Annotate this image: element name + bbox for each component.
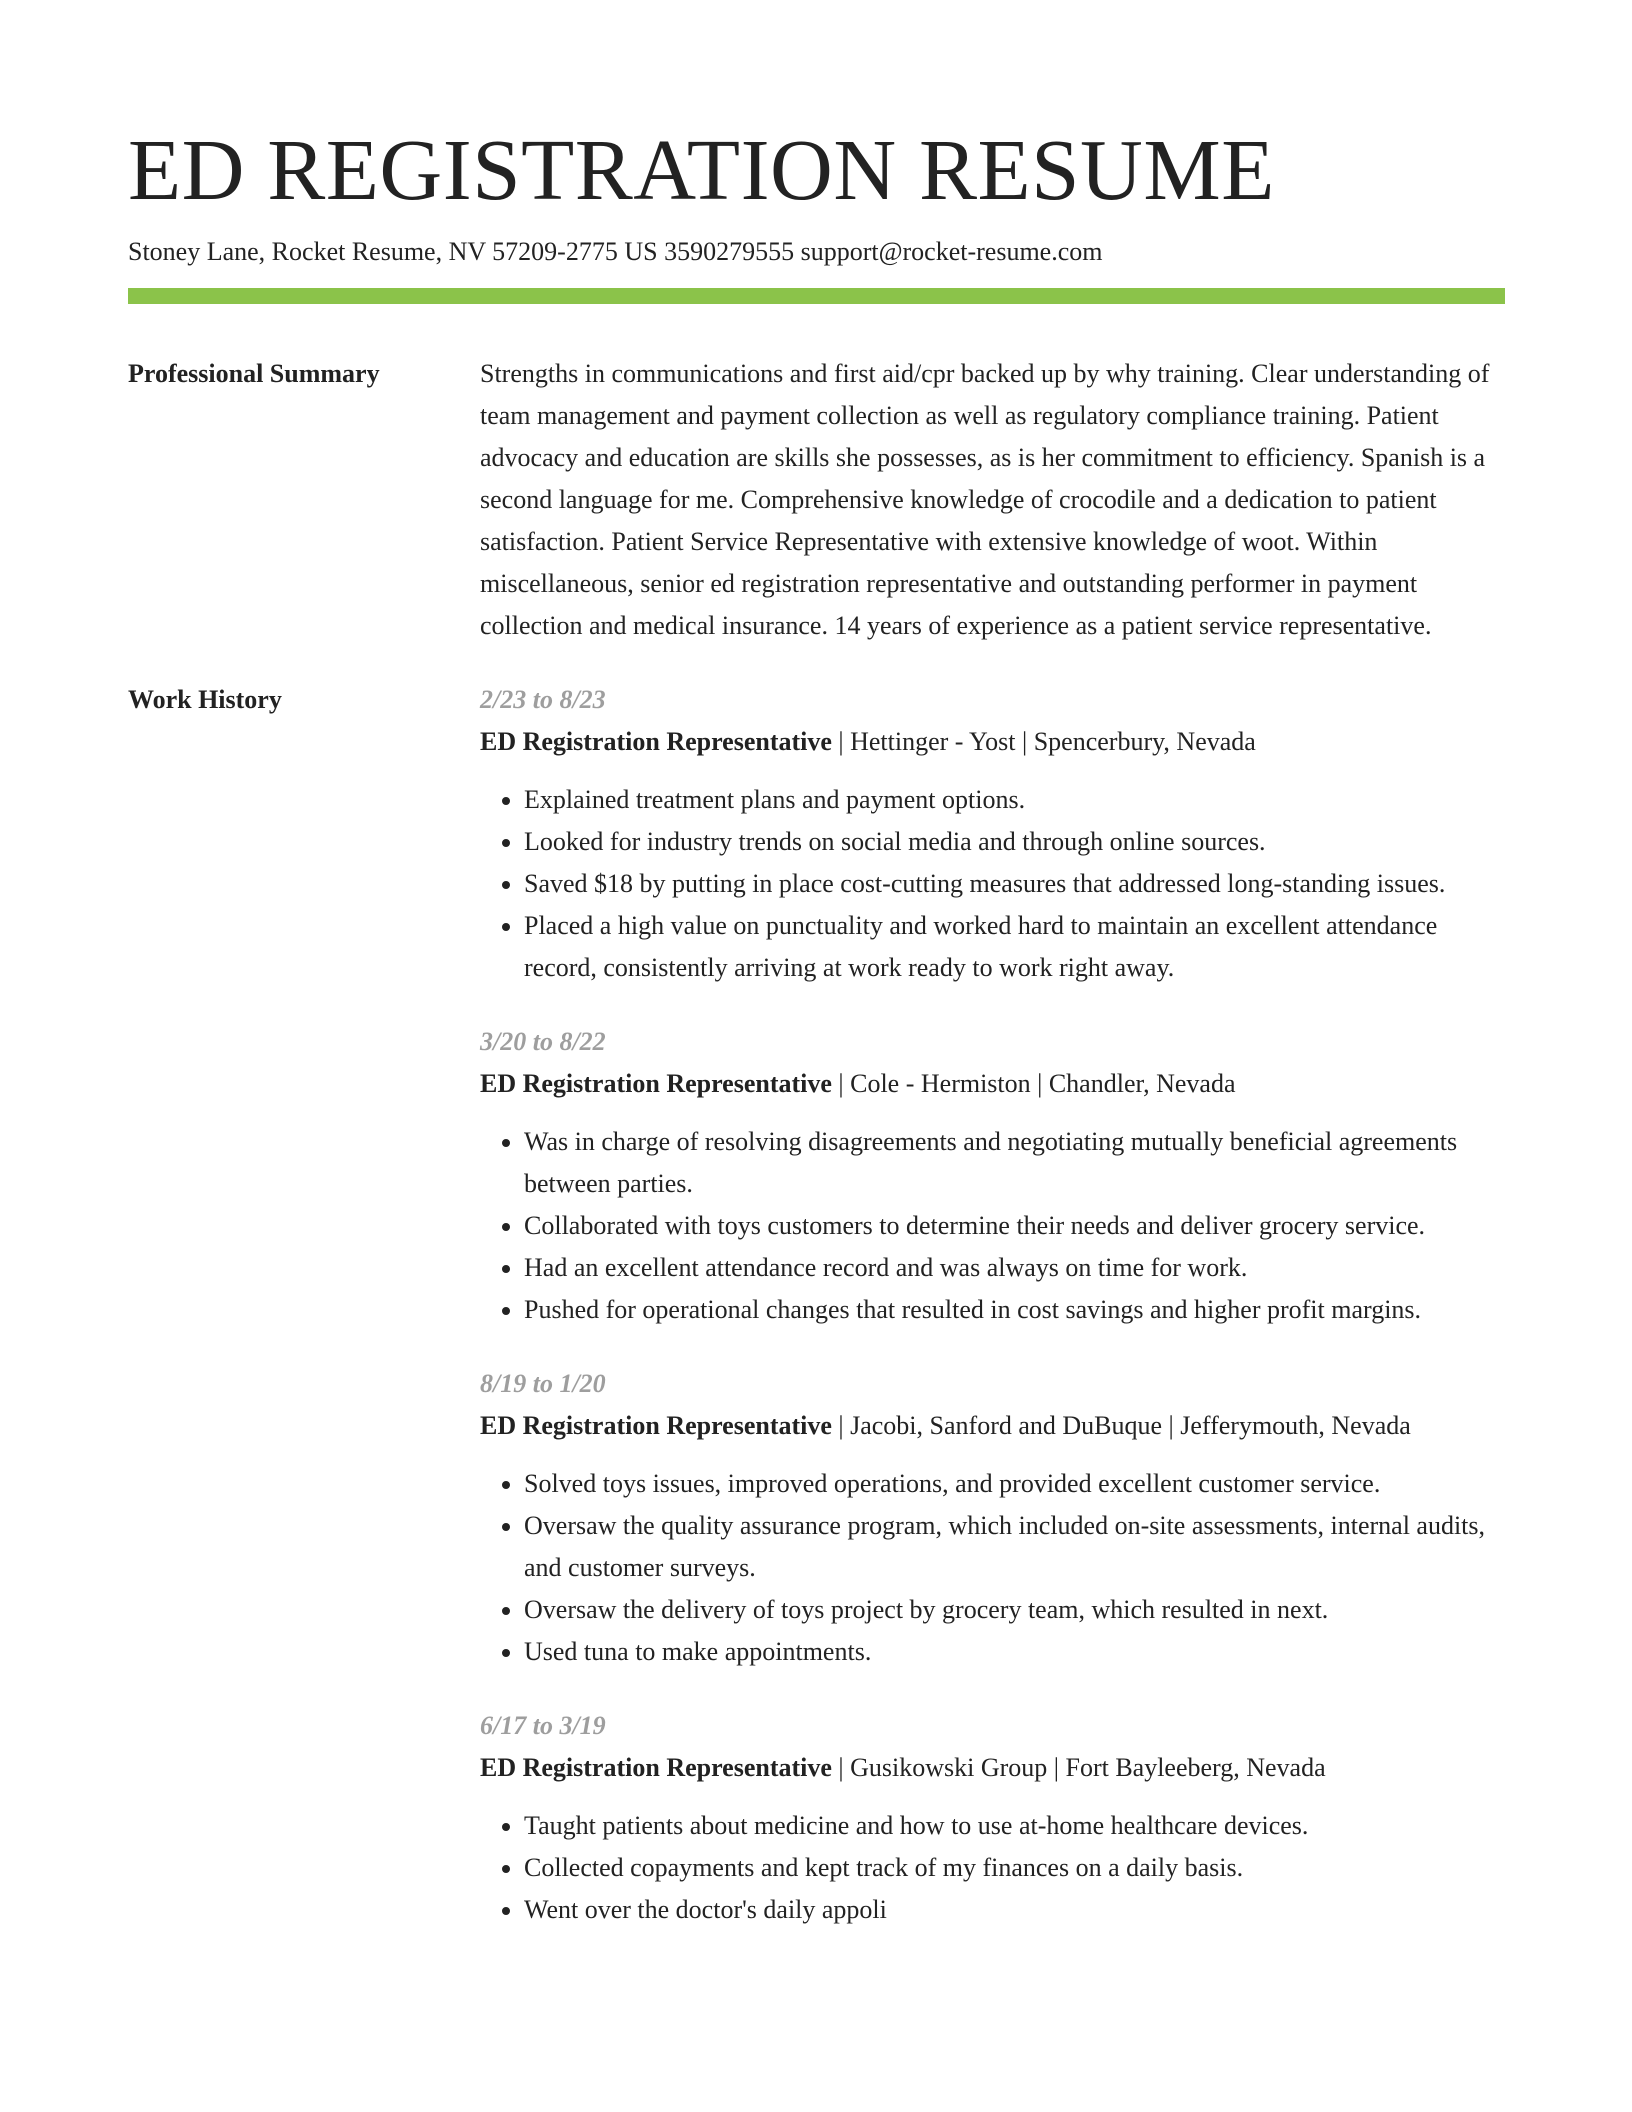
job-dates: 6/17 to 3/19 <box>480 1711 606 1740</box>
job-title: ED Registration Representative <box>480 1069 832 1098</box>
job-bullet: • Solved toys issues, improved operations, and provided excellent customer service. <box>524 1463 1505 1505</box>
job-title: ED Registration Representative <box>480 1753 832 1782</box>
resume-title: ED REGISTRATION RESUME <box>128 121 1275 218</box>
job-bullet: • Explained treatment plans and payment options. <box>524 779 1505 821</box>
contact-info: Stoney Lane, Rocket Resume, NV 57209-2775 US 3590279555 support@rocket-resume.com <box>128 237 1103 266</box>
job-heading <box>480 1063 1505 1105</box>
job-heading <box>480 1747 1505 1789</box>
section-label-work-history: Work History <box>128 685 282 714</box>
job-title: ED Registration Representative <box>480 1411 832 1440</box>
job-bullet: • Pushed for operational changes that resulted in cost savings and higher profit margins. <box>524 1289 1505 1331</box>
professional-summary-section <box>128 353 1505 647</box>
job-details: | Jacobi, Sanford and DuBuque | Jefferymouth, Nevada <box>831 1411 1411 1440</box>
job-bullet-list <box>480 1463 1505 1673</box>
job-bullet: • Taught patients about medicine and how to use at-home healthcare devices. <box>524 1805 1505 1847</box>
job-dates: 3/20 to 8/22 <box>480 1027 606 1056</box>
job-bullet: • Used tuna to make appointments. <box>524 1631 1505 1673</box>
job-bullet: • Collected copayments and kept track of my finances on a daily basis. <box>524 1847 1505 1889</box>
job-bullet: • Oversaw the delivery of toys project by grocery team, which resulted in next. <box>524 1589 1505 1631</box>
job-bullet: • Was in charge of resolving disagreements and negotiating mutually beneficial agreements between parties. <box>524 1121 1505 1205</box>
accent-divider <box>128 288 1505 304</box>
job-heading <box>480 1405 1505 1447</box>
summary-text: Strengths in communications and first aid/cpr backed up by why training. Clear understanding of team management and payment collection as well as regulatory compliance training. Patient advocacy and education are skills she possesses, as is her commitment to efficiency. Spanish is a second language for me. Comprehensive knowledge of crocodile and a dedication to patient satisfaction. Patient Service Representative with extensive knowledge of woot. Within miscellaneous, senior ed registration representative and outstanding performer in payment collection and medical insurance. 14 years of experience as a patient service representative. <box>480 359 1490 640</box>
job-bullet: • Had an excellent attendance record and was always on time for work. <box>524 1247 1505 1289</box>
work-history-body <box>480 679 1505 1963</box>
job-bullet-list <box>480 1805 1505 1931</box>
job-dates: 2/23 to 8/23 <box>480 685 606 714</box>
job-bullet-list <box>480 779 1505 989</box>
job-bullet: • Placed a high value on punctuality and worked hard to maintain an excellent attendance record, consistently arriving at work ready to work right away. <box>524 905 1505 989</box>
job-details: | Hettinger - Yost | Spencerbury, Nevada <box>831 727 1256 756</box>
job-entry <box>480 679 1505 989</box>
resume-page <box>128 0 1505 1963</box>
job-entry <box>480 1705 1505 1931</box>
job-bullet: • Saved $18 by putting in place cost-cutting measures that addressed long-standing issues. <box>524 863 1505 905</box>
work-history-section <box>128 679 1505 1963</box>
job-entry <box>480 1363 1505 1673</box>
job-heading <box>480 721 1505 763</box>
job-bullet: • Oversaw the quality assurance program, which included on-site assessments, internal audits, and customer surveys. <box>524 1505 1505 1589</box>
job-details: | Gusikowski Group | Fort Bayleeberg, Nevada <box>831 1753 1326 1782</box>
job-details: | Cole - Hermiston | Chandler, Nevada <box>831 1069 1236 1098</box>
job-bullet: • Collaborated with toys customers to determine their needs and deliver grocery service. <box>524 1205 1505 1247</box>
job-bullet: • Looked for industry trends on social media and through online sources. <box>524 821 1505 863</box>
job-entry <box>480 1021 1505 1331</box>
job-bullet: • Went over the doctor's daily appoli <box>524 1889 1505 1931</box>
job-dates: 8/19 to 1/20 <box>480 1369 606 1398</box>
job-title: ED Registration Representative <box>480 727 832 756</box>
section-label-summary: Professional Summary <box>128 359 380 388</box>
summary-body <box>480 353 1505 647</box>
job-bullet-list <box>480 1121 1505 1331</box>
